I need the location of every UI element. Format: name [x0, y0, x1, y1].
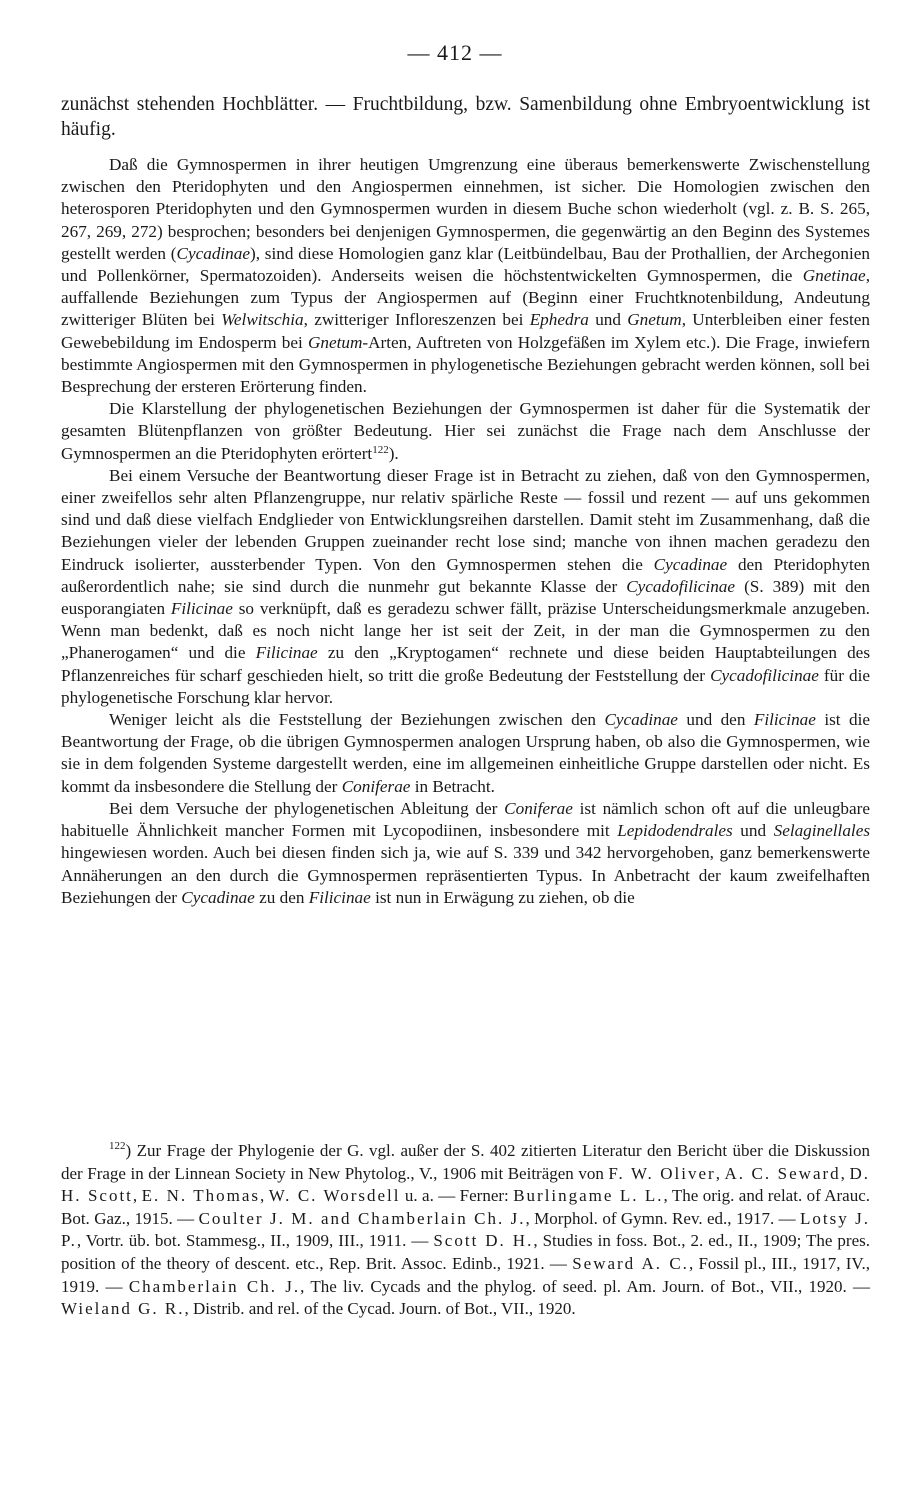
taxon-name: Filicinae	[255, 643, 318, 663]
text-run: in Betracht.	[410, 776, 495, 796]
text-run: für die phylogenetische Forschung klar hervor.	[61, 665, 870, 707]
taxon-name: Cycadinae	[176, 243, 251, 263]
text-run: so verknüpft, daß es geradezu schwer fällt, präzise Unterscheidungsmerkmale anzugeben. Wenn man bedenkt, daß es noch nicht lange her ist seit der Zeit, in der man die Gymnospermen zu den „Phanerogamen“ und die	[61, 599, 870, 663]
paragraph-coniferae-derivation	[61, 798, 870, 909]
taxon-name: Filicinae	[170, 599, 233, 619]
paragraph-cycadinae	[61, 465, 870, 709]
text-run: hingewiesen worden. Auch bei diesen finden sich ja, wie auf S. 339 und 342 hervorgehoben, ganz bemerkenswerte Annäherungen an den durch die Gymnospermen repräsentierten Typus. In Anbetracht der kaum zweifelhaften Beziehungen der	[61, 843, 870, 907]
text-run: , Unterbleiben einer festen Gewebebildung im Endosperm bei	[61, 310, 870, 352]
taxon-name: Gnetum	[627, 310, 682, 330]
text-run: , zwitteriger Infloreszenzen bei	[303, 310, 530, 330]
author-name: Chamberlain Ch. J.	[128, 1276, 301, 1296]
taxon-name: Coniferae	[504, 798, 573, 818]
text-run: ), sind diese Homologien ganz klar (Leitbündelbau, Bau der Prothallien, der Archegonien und Pollenkörner, Spermatozoiden). Anderseits weisen die höchstentwickelten Gymnospermen, die	[61, 243, 870, 286]
text-run: und den	[677, 710, 754, 730]
taxon-name: Filicinae	[753, 710, 816, 730]
author-name: Seward A. C.	[572, 1253, 689, 1273]
taxon-name: Welwitschia	[221, 310, 304, 330]
text-run: zu den	[254, 887, 309, 907]
author-name: F. W. Oliver	[608, 1163, 716, 1183]
author-name: Burlingame L. L.	[513, 1186, 664, 1206]
author-name: Coulter J. M. and Chamberlain Ch. J.	[198, 1208, 526, 1228]
text-run: Daß die Gymnospermen in ihrer heutigen Umgrenzung eine überaus bemerkenswerte Zwischenstellung zwischen den Pteridophyten und den Angiospermen einnehmen, ist sicher. Die Homologien zwischen den heterosporen Pteridophyten und den Gymnospermen wurden in diesem Buche schon wiederholt (vgl. z. B. S. 265, 267, 269, 272) besprochen; besonders bei denjenigen Gymnospermen, die gegenwärtig an den Beginn des Systemes gestellt werden (	[61, 155, 870, 263]
taxon-name: Ephedra	[529, 310, 589, 330]
taxon-name: Filicinae	[308, 887, 371, 907]
paragraph-coniferae-question	[61, 709, 870, 798]
author-name: D. H. Scott	[61, 1163, 870, 1206]
taxon-name: Cycadinae	[604, 710, 678, 730]
author-name: E. N. Thomas	[141, 1186, 261, 1206]
text-run: ist nun in Erwägung zu ziehen, ob die	[370, 887, 635, 907]
taxon-name: Cycadofilicinae	[626, 576, 736, 596]
text-run: (S. 389) mit den eusporangiaten	[61, 576, 870, 619]
text-run: ist die Beantwortung der Frage, ob die übrigen Gymnospermen analogen Ursprung haben, ob also die Gymnospermen, wie sie in dem folgenden Systeme dargestellt werden, eine im allgemeinen einheitliche Gruppe darstellen oder nicht. Es kommt da insbesondere die Stellung der	[61, 710, 870, 796]
text-run: Die Klarstellung der phylogenetischen Beziehungen der Gymnospermen ist daher für die Systematik der gesamten Blütenpflanzen von größter Bedeutung. Hier sei zunächst die Frage nach dem Anschlusse der Gymnospermen an die Pteridophyten erörtert	[61, 399, 870, 463]
text-run: ).	[388, 443, 399, 463]
text-run: ,	[260, 1186, 269, 1206]
text-run: ,	[132, 1186, 142, 1206]
text-run: , Distrib. and rel. of the Cycad. Journ. of Bot., VII., 1920.	[184, 1299, 576, 1319]
text-run: , Fossil pl., III., 1917, IV., 1919. —	[61, 1253, 870, 1296]
text-run: , Studies in foss. Bot., 2. ed., II., 1909; The pres. position of the theory of descent. etc., Rep. Brit. Assoc. Edinb., 1921. —	[61, 1231, 870, 1273]
text-run: -Arten, Auftreten von Holzgefäßen im Xylem etc.). Die Frage, inwiefern bestimmte Angiospermen mit den Gymnospermen in phylogenetische Beziehungen gebracht werden können, soll bei Besprechung der ersteren Erörterung finden.	[61, 332, 871, 397]
text-run: ist nämlich schon oft auf die unleugbare habituelle Ähnlichkeit mancher Formen mit Lycopodiinen, insbesondere mit	[61, 798, 871, 841]
text-run: u. a. — Ferner:	[400, 1186, 514, 1206]
text-run: Bei einem Versuche der Beantwortung dieser Frage ist in Betracht zu ziehen, daß von den Gymnospermen, einer zweifellos sehr alten Pflanzengruppe, nur relativ spärliche Reste — fossil und rezent — auf uns gekommen sind und daß diese vielfach Endglieder von Entwicklungsreihen darstellen. Damit steht im Zusammenhang, daß die Beziehungen vieler der lebenden Gruppen zueinander recht lose sind; manche von ihnen machen geradezu den Eindruck isolierter, aussterbender Typen. Von den Gymnospermen stehen die	[61, 465, 870, 574]
footnote-122	[61, 1140, 870, 1321]
text-run: ) Zur Frage der Phylogenie der G. vgl. außer der S. 402 zitierten Literatur den Bericht über die Diskussion der Frage in der Linnean Society in New Phytolog., V., 1906 mit Beiträgen von	[61, 1141, 870, 1183]
page-number: — 412 —	[407, 40, 503, 65]
taxon-name: Coniferae	[341, 776, 411, 796]
text-run: Bei dem Versuche der phylogenetischen Ableitung der	[109, 798, 505, 818]
taxon-name: Gnetinae	[802, 266, 866, 286]
text-run: zu den „Kryptogamen“ rechnete und diese beiden Hauptabteilungen des Pflanzenreiches für scharf geschieden hielt, so tritt die große Bedeutung der Feststellung der	[61, 643, 871, 685]
taxon-name: Gnetum	[307, 332, 363, 352]
paragraph-gymnosperm-position	[61, 154, 870, 398]
text-run: , auffallende Beziehungen zum Typus der Angiospermen auf (Beginn einer Fruchtknotenbildung, Andeutung zwitteriger Blüten bei	[61, 266, 870, 330]
author-name: Lotsy J. P.	[61, 1208, 871, 1251]
text-run: , The orig. and relat. of Arauc. Bot. Gaz., 1915. —	[61, 1186, 871, 1228]
text-run: ,	[840, 1163, 850, 1183]
paragraph-systematics	[61, 398, 870, 465]
text-run: Weniger leicht als die Feststellung der Beziehungen zwischen den	[109, 710, 605, 730]
text-run: und	[732, 821, 774, 841]
text-run: , Vortr. üb. bot. Stammesg., II., 1909, III., 1911. —	[76, 1231, 434, 1251]
text-run: , Morphol. of Gymn. Rev. ed., 1917. —	[525, 1208, 801, 1228]
text-run: und	[588, 310, 628, 330]
footnote-marker: 122	[109, 1140, 126, 1152]
continued-paragraph: zunächst stehenden Hochblätter. — Fruchtbildung, bzw. Samenbildung ohne Embryoentwicklung ist häufig.	[61, 94, 870, 140]
main-text	[61, 92, 870, 909]
text-run: , The liv. Cycads and the phylog. of seed. pl. Am. Journ. of Bot., VII., 1920. —	[300, 1276, 871, 1296]
author-name: W. C. Worsdell	[268, 1186, 401, 1206]
taxon-name: Lepidodendrales	[617, 821, 733, 841]
author-name: A. C. Seward	[724, 1163, 841, 1183]
taxon-name: Selaginellales	[773, 821, 871, 841]
author-name: Scott D. H.	[433, 1231, 534, 1251]
author-name: Wieland G. R.	[61, 1299, 185, 1319]
taxon-name: Cycadinae	[181, 887, 255, 907]
text-run: den Pteridophyten außerordentlich nahe; sie sind durch die nunmehr gut bekannte Klasse der	[61, 554, 870, 596]
taxon-name: Cycadinae	[653, 554, 728, 574]
footnote-reference: 122	[372, 443, 389, 456]
taxon-name: Cycadofilicinae	[710, 665, 819, 685]
text-run: ,	[715, 1163, 725, 1183]
